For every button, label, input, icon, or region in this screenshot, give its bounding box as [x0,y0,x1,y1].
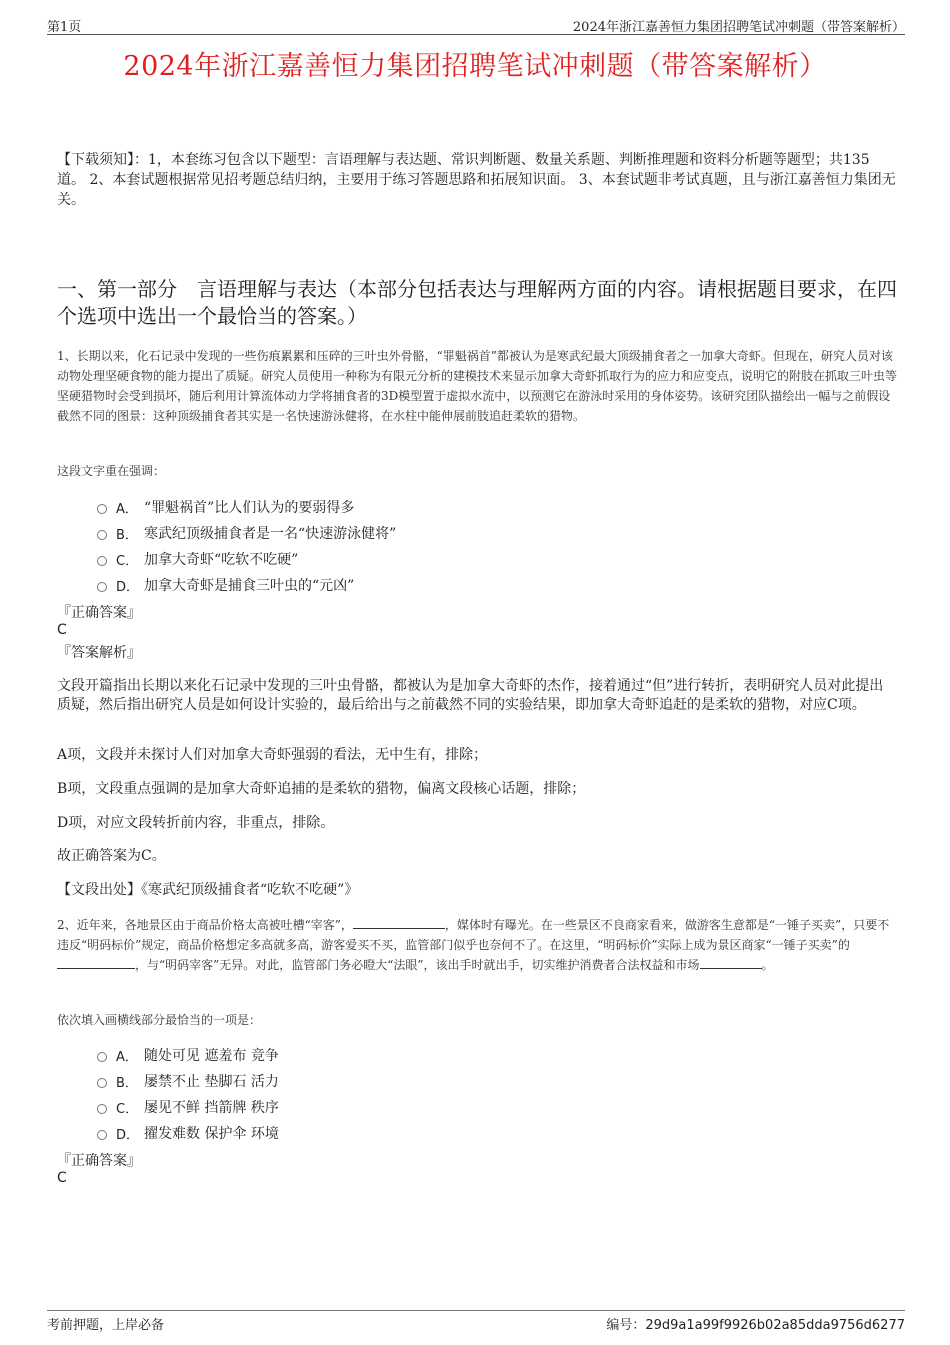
option-text: 加拿大奇虾是捕食三叶虫的“元凶” [144,578,355,594]
option-key: C． [116,1101,139,1117]
q1-answer-label: 『正确答案』 [57,605,141,621]
doc-id [606,1314,905,1333]
question-1-text: 1、长期以来，化石记录中发现的一些伤痕累累和压碎的三叶虫外骨骼，“罪魁祸首”都被认为是寒武纪最大顶级捕食者之一加拿大奇虾。但现在，研究人员对该动物处理坚硬食物的能力提出了质疑。研究人员使用一种称为有限元分析的建模技术来显示加拿大奇虾抓取行为的应力和应变点，说明它的附肢在抓取三叶虫等坚硬猎物时会受到损坏，随后利用计算流体动力学将捕食者的3D模型置于虚拟水流中，以预测它在游泳时采用的身体姿势。该研究团队描绘出一幅与之前假设截然不同的图景：这种顶级捕食者其实是一名快速游泳健将，在水柱中能伸展前肢追赶柔软的猎物。 [57,349,898,423]
section-title: 一、第一部分 言语理解与表达（本部分包括表达与理解两方面的内容。请根据题目要求，在四个选项中选出一个最恰当的答案。） [57,277,897,328]
q1-answer: C [57,622,67,638]
q2-answer: C [57,1170,67,1186]
option-key: B． [116,1075,138,1091]
q1-analysis-label: 『答案解析』 [57,645,141,661]
q1-option-a[interactable] [97,497,354,517]
q1-analysis-a: A项，文段并未探讨人们对加拿大奇虾强弱的看法，无中生有，排除； [57,747,488,763]
page-footer [47,1310,905,1333]
q1-option-d[interactable] [97,575,354,595]
download-notice: 【下载须知】：1，本套练习包含以下题型：言语理解与表达题、常识判断题、数量关系题、判断推理题和资料分析题等题型；共135道。 2、本套试题根据常见招考题总结归纳，主要用于练习答题思路和拓展知识面。 3、本套试题非考试真题，且与浙江嘉善恒力集团无关。 [57,152,896,208]
question-2-text [57,915,897,975]
fill-blank-3 [700,956,762,969]
q2-option-d[interactable] [97,1123,279,1143]
fill-blank-2 [57,956,135,969]
q2-option-b[interactable] [97,1071,279,1091]
option-text: “罪魁祸首”比人们认为的要弱得多 [144,500,355,516]
radio-icon[interactable] [97,1130,107,1140]
q2-option-a[interactable] [97,1045,279,1065]
q2-text-part: 2、近年来，各地景区由于商品价格太高被吐槽“宰客”， [57,918,353,932]
header-doc-title: 2024年浙江嘉善恒力集团招聘笔试冲刺题（带答案解析） [572,20,905,35]
option-key: A． [116,1049,138,1065]
option-text: 寒武纪顶级捕食者是一名“快速游泳健将” [144,526,397,542]
q2-text-part: ，与“明码宰客”无异。对此，监管部门务必瞪大“法眼”，该出手时就出手，切实维护消费者合法权益和市场 [135,958,700,972]
option-text: 随处可见 遮羞布 竞争 [144,1048,279,1064]
q2-text-part: 。 [761,958,774,972]
document-title: 2024年浙江嘉善恒力集团招聘笔试冲刺题（带答案解析） [123,51,827,82]
doc-id-label: 编号： [606,1318,646,1333]
option-text: 屡见不鲜 挡箭牌 秩序 [144,1100,279,1116]
footer-slogan: 考前押题，上岸必备 [47,1318,165,1333]
option-key: A． [116,501,138,517]
page-header [47,14,905,35]
fill-blank-1 [353,916,445,929]
option-key: B． [116,527,138,543]
page-number: 第1页 [47,20,82,35]
radio-icon[interactable] [97,530,107,540]
option-text: 擢发难数 保护伞 环境 [144,1126,279,1142]
question-2-prompt: 依次填入画横线部分最恰当的一项是： [57,1013,262,1027]
q1-analysis-b: B项，文段重点强调的是加拿大奇虾追捕的是柔软的猎物，偏离文段核心话题，排除； [57,781,586,797]
radio-icon[interactable] [97,556,107,566]
question-1-prompt: 这段文字重在强调： [57,464,166,478]
q1-analysis-conclusion: 故正确答案为C。 [57,848,166,864]
option-key: D． [116,579,140,595]
radio-icon[interactable] [97,504,107,514]
option-key: D． [116,1127,140,1143]
option-text: 屡禁不止 垫脚石 活力 [144,1074,279,1090]
option-text: 加拿大奇虾“吃软不吃硬” [144,552,299,568]
radio-icon[interactable] [97,1104,107,1114]
doc-id-value: 29d9a1a99f9926b02a85dda9756d6277 [645,1318,905,1333]
q2-answer-label: 『正确答案』 [57,1153,141,1169]
q1-analysis-d: D项，对应文段转折前内容，非重点，排除。 [57,815,335,831]
q1-option-b[interactable] [97,523,396,543]
q2-option-c[interactable] [97,1097,279,1117]
q1-option-c[interactable] [97,549,298,569]
q1-source: 【文段出处】《寒武纪顶级捕食者“吃软不吃硬”》 [57,882,359,898]
q1-analysis-main: 文段开篇指出长期以来化石记录中发现的三叶虫骨骼，都被认为是加拿大奇虾的杰作，接着通过“但”进行转折，表明研究人员对此提出质疑，然后指出研究人员是如何设计实验的，最后给出与之前截然不同的实验结果，即加拿大奇虾追赶的是柔软的猎物，对应C项。 [57,678,884,713]
radio-icon[interactable] [97,1078,107,1088]
option-key: C． [116,553,139,569]
q2-text-part: ，媒体时有曝光。在一些景区不良商家看来，做游客生意都是“一锤子买卖”，只要不违反“明码标价”规定，商品价格想定多高就多高，游客爱买不买，监管部门似乎也奈何不了。在这里，“明码标价”实际上成为景区商家“一锤子买卖”的 [57,918,890,952]
radio-icon[interactable] [97,1052,107,1062]
radio-icon[interactable] [97,582,107,592]
